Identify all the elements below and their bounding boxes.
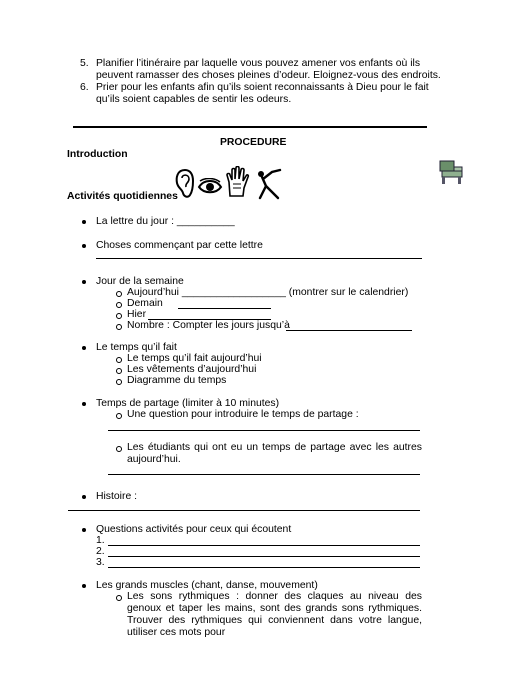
question-3-number: 3.: [96, 557, 105, 568]
question-1-number: 1.: [96, 535, 105, 546]
story-label: Histoire :: [96, 491, 137, 502]
answer-line: [108, 430, 420, 431]
clothes-today: Les vêtements d’aujourd’hui: [127, 364, 257, 375]
bullet: [82, 528, 86, 532]
weather-diagram: Diagramme du temps: [127, 375, 227, 386]
weather-heading: Le temps qu’il fait: [96, 342, 177, 353]
sub-bullet: [116, 357, 122, 363]
bullet: [82, 402, 86, 406]
sub-bullet: [116, 379, 122, 385]
yesterday-label: Hier: [127, 309, 147, 320]
sub-bullet: [116, 324, 122, 330]
item-5-number: 5.: [80, 58, 89, 69]
tomorrow-label: Demain: [127, 298, 163, 309]
bullet: [82, 346, 86, 350]
bullet: [82, 280, 86, 284]
item-5-line-1: Planifier l’itinéraire par laquelle vous pouvez amener vos enfants où ils: [96, 58, 421, 69]
section-divider: [73, 126, 427, 128]
chair-icon: [437, 158, 465, 186]
sub-bullet: [116, 291, 122, 297]
item-5-line-2: peuvent ramasser des choses pleines d’odeur. Eloignez-vous des endroits.: [96, 70, 441, 81]
item-6-line-1: Prier pour les enfants afin qu’ils soient reconnaissants à Dieu pour le fait: [96, 82, 429, 93]
sharing-time-heading: Temps de partage (limiter à 10 minutes): [96, 398, 280, 409]
rhythmic-sounds: Les sons rythmiques : donner des claques au niveau des genoux et taper les mains, sont des grands sons rythmiques. Trouver des rythmiques qui conviennent dans votre langue, utiliser ces mots pour: [127, 591, 422, 638]
sub-bullet: [116, 368, 122, 374]
introduction-heading: Introduction: [67, 149, 128, 160]
bullet: [82, 495, 86, 499]
item-6-number: 6.: [80, 82, 89, 93]
sub-bullet: [116, 446, 122, 452]
sub-bullet: [116, 413, 122, 419]
letter-of-day: La lettre du jour : __________: [96, 216, 235, 227]
daily-activities-heading: Activités quotidiennes: [67, 191, 178, 202]
procedure-heading: PROCEDURE: [220, 137, 287, 148]
sharing-students: Les étudiants qui ont eu un temps de partage avec les autres aujourd’hui.: [127, 442, 422, 465]
answer-line: [108, 567, 420, 568]
day-of-week: Jour de la semaine: [96, 276, 184, 287]
bullet: [82, 584, 86, 588]
sharing-question: Une question pour introduire le temps de partage :: [127, 409, 359, 420]
ear-icon: [174, 168, 196, 200]
sub-bullet: [116, 313, 122, 319]
things-starting-with-letter: Choses commençant par cette lettre: [96, 240, 263, 251]
eye-icon: [197, 178, 223, 196]
sub-bullet: [116, 302, 122, 308]
count-days-label: Nombre : Compter les jours jusqu’à: [127, 320, 290, 331]
gymnast-icon: [252, 168, 284, 200]
big-muscles-heading: Les grands muscles (chant, danse, mouvement): [96, 580, 318, 591]
sub-bullet: [116, 595, 122, 601]
answer-line: [108, 545, 420, 546]
bullet: [82, 244, 86, 248]
bullet: [82, 220, 86, 224]
listening-questions-heading: Questions activités pour ceux qui écoutent: [96, 524, 292, 535]
answer-line: [286, 330, 412, 331]
answer-line: [68, 510, 420, 511]
answer-line: [178, 308, 271, 309]
hand-icon: [224, 166, 250, 198]
answer-line: [96, 258, 422, 259]
answer-line: [108, 474, 420, 475]
answer-line: [108, 556, 420, 557]
question-2-number: 2.: [96, 546, 105, 557]
item-6-line-2: qu’ils soient capables de sentir les odeurs.: [96, 94, 292, 105]
weather-today: Le temps qu’il fait aujourd’hui: [127, 353, 262, 364]
today-line: Aujourd’hui __________________ (montrer sur le calendrier): [127, 287, 409, 298]
